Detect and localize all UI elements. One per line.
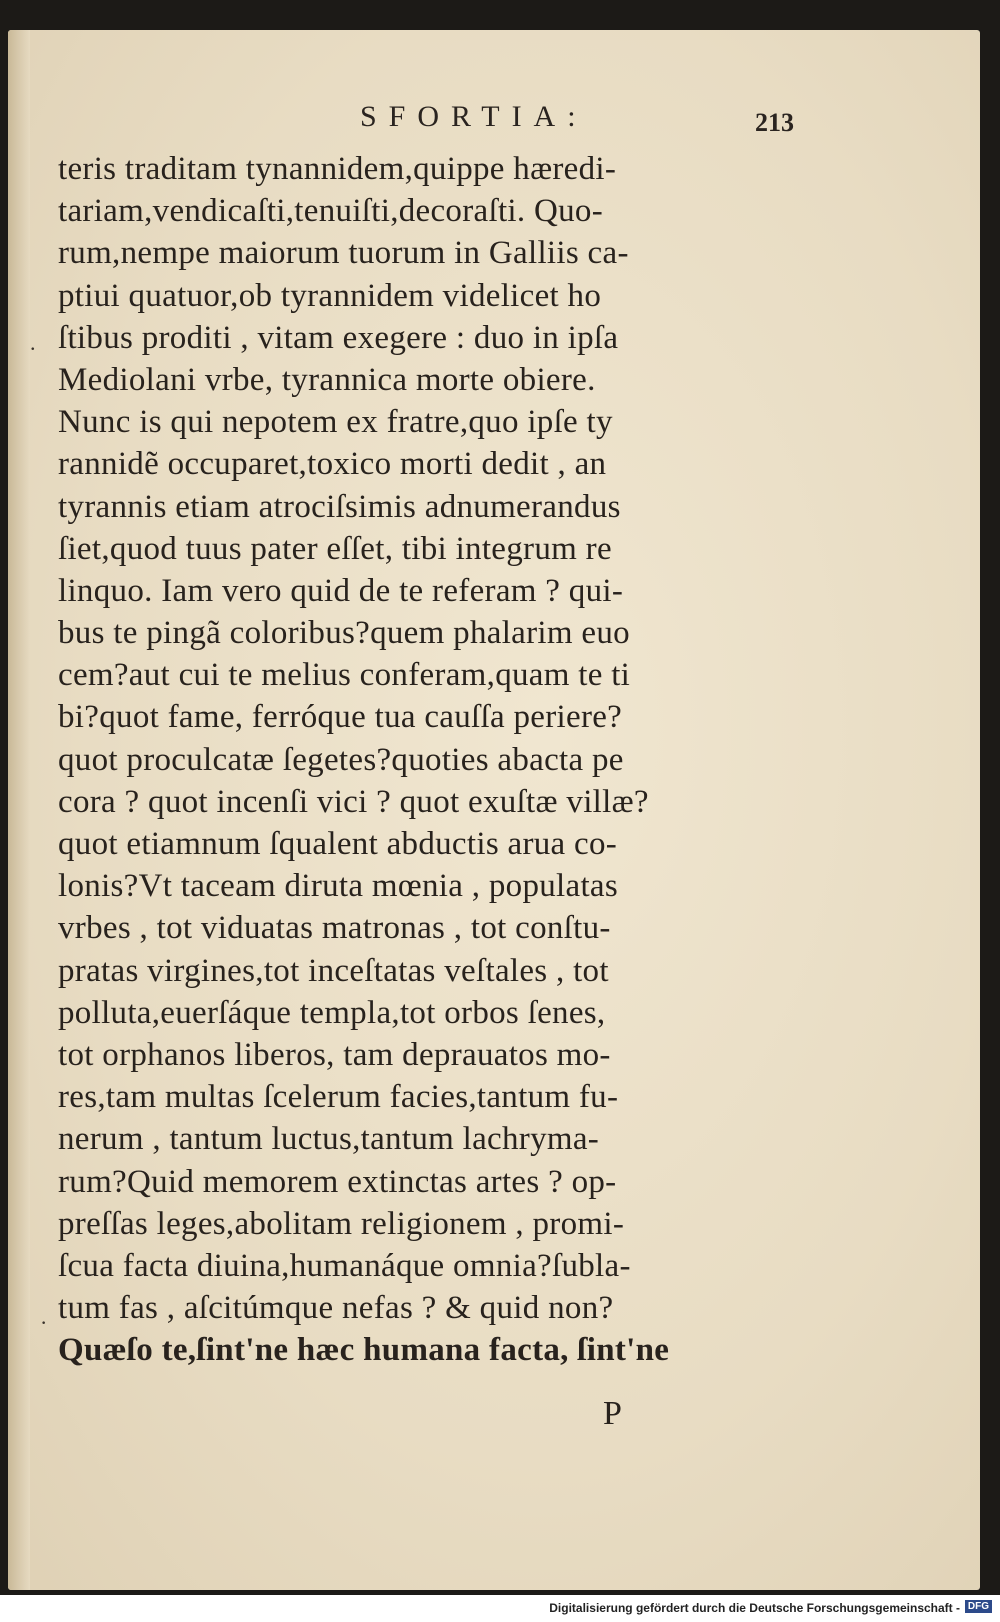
text-line: res,tam multas ſcelerum facies,tantum fu-: [58, 1079, 619, 1116]
text-line: teris traditam tynannidem,quippe hæredi-: [58, 151, 617, 187]
text-line: tum fas , aſcitúmque nefas ? & quid non?: [58, 1290, 614, 1327]
text-line: rum,nempe maiorum tuorum in Galliis ca-: [58, 235, 629, 272]
text-line: ſcua facta diuina,humanáque omnia?ſubla-: [58, 1247, 631, 1284]
text-line: preſſas leges,abolitam religionem , promi-: [58, 1205, 625, 1242]
text-line: cora ? quot incenſi vici ? quot exuſtæ villæ?: [58, 783, 649, 820]
text-line: Nunc is qui nepotem ex fratre,quo ipſe ty: [58, 404, 613, 441]
text-line: rum?Quid memorem extinctas artes ? op-: [58, 1163, 617, 1200]
text-line: rannidẽ occuparet,toxico morti dedit , an: [58, 446, 607, 483]
dfg-logo: DFG: [965, 1600, 992, 1613]
text-line: ptiui quatuor,ob tyrannidem videlicet ho: [58, 277, 602, 314]
text-line: bus te pingã coloribus?quem phalarim euo: [58, 615, 630, 652]
text-line: lonis?Vt taceam diruta mœnia , populatas: [58, 868, 619, 905]
text-line: Quæſo te,ſint'ne hæc humana facta, ſint'ne: [58, 1332, 670, 1369]
text-line: bi?quot fame, ferróque tua cauſſa periere?: [58, 699, 623, 736]
margin-mark: .: [30, 330, 36, 355]
text-line: tot orphanos liberos, tam deprauatos mo-: [58, 1036, 611, 1073]
text-line: linquo. Iam vero quid de te referam ? qui-: [58, 572, 624, 609]
page-gutter-edge: [8, 30, 30, 1590]
text-line: ſtibus proditi , vitam exegere : duo in ipſa: [58, 319, 619, 356]
text-line: Mediolani vrbe, tyrannica morte obiere.: [58, 361, 596, 398]
text-line: ſiet,quod tuus pater eſſet, tibi integrum re: [58, 530, 612, 567]
text-line: polluta,euerſáque templa,tot orbos ſenes,: [58, 994, 606, 1031]
body-text: [58, 148, 773, 1371]
text-line: cem?aut cui te melius conferam,quam te ti: [58, 657, 631, 694]
signature-mark: P: [603, 1395, 622, 1432]
text-line: quot proculcatæ ſegetes?quoties abacta pe: [58, 741, 624, 778]
text-line: nerum , tantum luctus,tantum lachryma-: [58, 1121, 600, 1158]
text-line: quot etiamnum ſqualent abductis arua co-: [58, 826, 618, 862]
footer-credit: Digitalisierung gefördert durch die Deutsche Forschungsgemeinschaft -: [549, 1601, 960, 1615]
page-number: 213: [755, 108, 794, 137]
text-line: tariam,vendicaſti,tenuiſti,decoraſti. Quo-: [58, 193, 603, 230]
running-head: SFORTIA:: [360, 100, 588, 133]
text-line: tyrannis etiam atrociſsimis adnumerandus: [58, 488, 621, 525]
text-line: vrbes , tot viduatas matronas , tot conſtu-: [58, 910, 611, 947]
margin-mark: ·: [40, 1310, 48, 1335]
footer-bar: [0, 1595, 1000, 1622]
text-line: pratas virgines,tot inceſtatas veſtales , tot: [58, 952, 609, 989]
